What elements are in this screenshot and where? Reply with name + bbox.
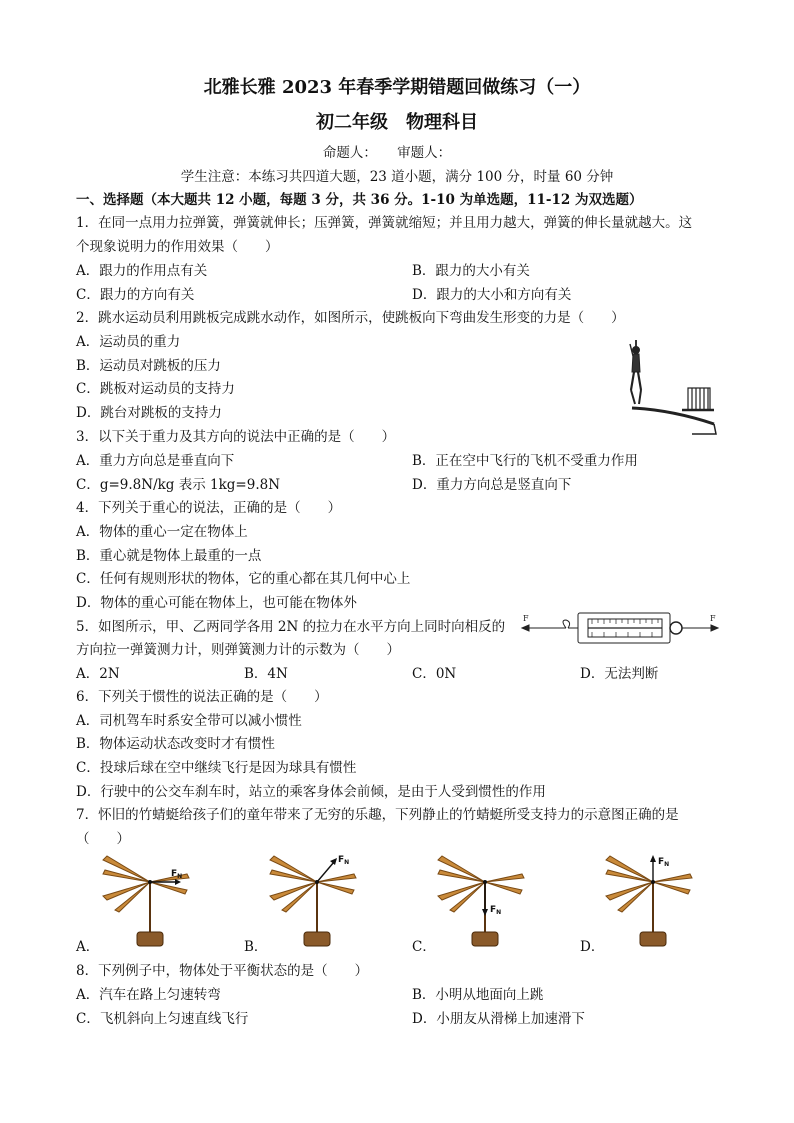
q1-option-d: D．跟力的大小和方向有关 [412, 287, 572, 303]
q3-stem: 3．以下关于重力及其方向的说法中正确的是（ ） [76, 429, 396, 445]
authors-line: 命题人： 审题人： [322, 145, 452, 161]
q2-option-b: B．运动员对跳板的压力 [76, 358, 221, 374]
q4-option-a: A．物体的重心一定在物体上 [76, 524, 248, 540]
q7-option-c: C． [412, 939, 436, 955]
exam-subtitle: 初二年级 物理科目 [316, 112, 478, 133]
q5-stem-line2: 方向拉一弹簧测力计，则弹簧测力计的示数为（ ） [76, 642, 400, 658]
q8-stem: 8．下列例子中，物体处于平衡状态的是（ ） [76, 963, 369, 979]
q3-option-a: A．重力方向总是垂直向下 [76, 453, 235, 469]
q7-stem-line2: （ ） [76, 831, 130, 847]
q6-stem: 6．下列关于惯性的说法正确的是（ ） [76, 689, 328, 705]
q5-option-b: B．4N [244, 666, 288, 682]
q4-option-b: B．重心就是物体上最重的一点 [76, 548, 262, 564]
dragonfly-figure-c [430, 852, 530, 952]
q2-option-d: D．跳台对跳板的支持力 [76, 405, 222, 421]
q8-option-b: B．小明从地面向上跳 [412, 987, 544, 1003]
q4-option-c: C．任何有规则形状的物体，它的重心都在其几何中心上 [76, 571, 411, 587]
q6-option-c: C．投球后球在空中继续飞行是因为球具有惯性 [76, 760, 357, 776]
left-hook [563, 620, 570, 628]
diver-figure [630, 340, 641, 404]
q2-option-a: A．运动员的重力 [76, 334, 181, 350]
svg-text:FN: $F_N$ [490, 905, 502, 916]
platform-rails [682, 388, 714, 410]
q8-option-a: A．汽车在路上匀速转弯 [76, 987, 221, 1003]
q1-stem-line1: 1．在同一点用力拉弹簧，弹簧就伸长；压弹簧，弹簧就缩短；并且用力越大，弹簧的伸长量就越大。这 [76, 215, 693, 231]
q3-option-c: C．g=9.8N/kg 表示 1kg=9.8N [76, 477, 281, 493]
dragonfly-figure-b [262, 852, 362, 952]
svg-text:FN: $F_N$ [171, 869, 183, 880]
q6-option-d: D．行驶中的公交车刹车时，站立的乘客身体会前倾，是由于人受到惯性的作用 [76, 784, 546, 800]
diver-springboard-figure [622, 338, 722, 436]
q1-option-c: C．跟力的方向有关 [76, 287, 195, 303]
q6-option-a: A．司机驾车时系安全带可以减小惯性 [76, 713, 302, 729]
right-force-label: F [710, 614, 716, 623]
q1-option-b: B．跟力的大小有关 [412, 263, 530, 279]
q8-option-c: C．飞机斜向上匀速直线飞行 [76, 1011, 249, 1027]
spring-scale-figure [520, 608, 720, 648]
q4-option-d: D．物体的重心可能在物体上，也可能在物体外 [76, 595, 357, 611]
q7-option-d: D． [580, 939, 605, 955]
q6-option-b: B．物体运动状态改变时才有惯性 [76, 736, 275, 752]
student-notice: 学生注意：本练习共四道大题，23 道小题，满分 100 分，时量 60 分钟 [180, 169, 614, 185]
q1-option-a: A．跟力的作用点有关 [76, 263, 208, 279]
section-heading: 一、选择题（本大题共 12 小题，每题 3 分，共 36 分。1-10 为单选题，11-12 为双选题） [76, 192, 643, 208]
q4-stem: 4．下列关于重心的说法，正确的是（ ） [76, 500, 342, 516]
q2-stem: 2．跳水运动员利用跳板完成跳水动作，如图所示，使跳板向下弯曲发生形变的力是（ ） [76, 310, 625, 326]
q5-stem-line1: 5．如图所示，甲、乙两同学各用 2N 的拉力在水平方向上同时向相反的 [76, 619, 506, 635]
exam-title: 北雅长雅 2023 年春季学期错题回做练习（一） [203, 77, 591, 98]
q7-stem-line1: 7．怀旧的竹蜻蜓给孩子们的童年带来了无穷的乐趣，下列静止的竹蜻蜓所受支持力的示意图正确的是 [76, 807, 679, 823]
dragonfly-figure-d [598, 852, 698, 952]
right-arrow [711, 625, 718, 631]
q1-stem-line2: 个现象说明力的作用效果（ ） [76, 239, 279, 255]
dragonfly-wings-c [438, 856, 524, 912]
q2-option-c: C．跳板对运动员的支持力 [76, 381, 235, 397]
dragonfly-wings-d [606, 856, 692, 912]
left-arrow [522, 625, 529, 631]
q7-option-b: B． [244, 939, 268, 955]
q3-option-b: B．正在空中飞行的飞机不受重力作用 [412, 453, 638, 469]
right-ring [670, 622, 682, 634]
q3-option-d: D．重力方向总是竖直向下 [412, 477, 572, 493]
q7-option-a: A． [76, 939, 100, 955]
left-force-label: F [523, 614, 529, 623]
q8-option-d: D．小朋友从滑梯上加速滑下 [412, 1011, 585, 1027]
q5-option-a: A．2N [76, 666, 120, 682]
q5-option-d: D．无法判断 [580, 666, 659, 682]
q5-option-c: C．0N [412, 666, 457, 682]
svg-text:FN: $F_N$ [658, 857, 670, 868]
svg-text:FN: $F_N$ [338, 855, 350, 866]
dragonfly-figure-a [95, 852, 195, 952]
